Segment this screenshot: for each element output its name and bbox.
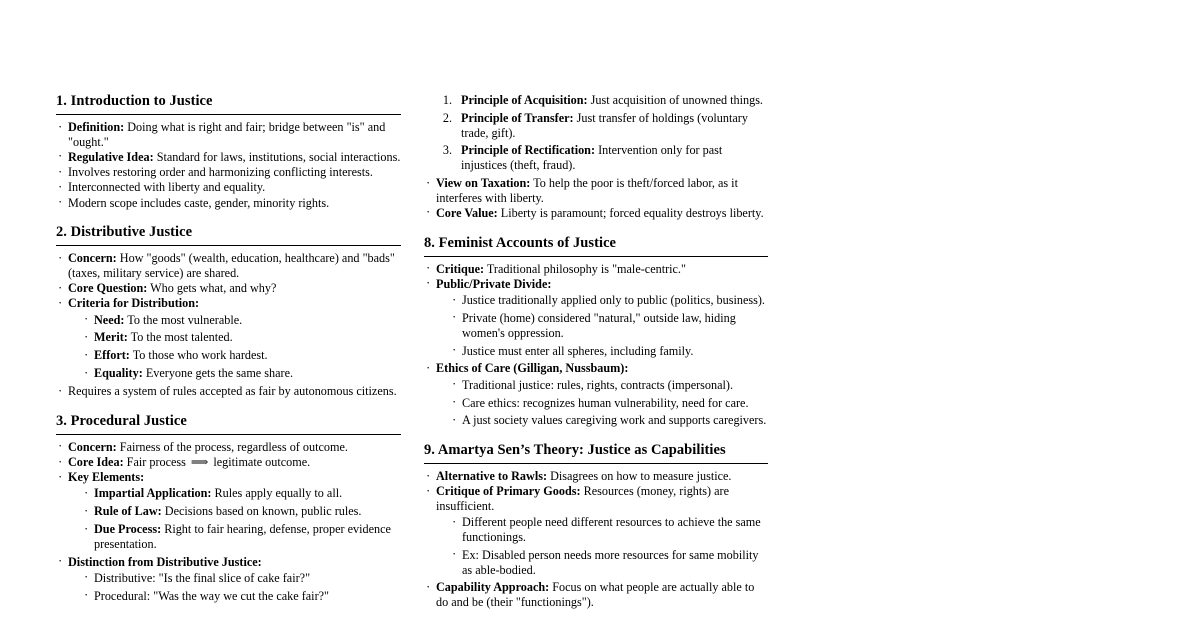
bullet-list — [424, 469, 768, 610]
item-label: Merit: — [94, 330, 128, 345]
item-text: Just transfer of holdings (voluntary trade, gift). — [461, 110, 748, 140]
item-label: Core Question: — [68, 281, 148, 296]
item-text: Traditional justice: rules, rights, contracts (impersonal). — [462, 377, 734, 392]
list-item — [424, 262, 768, 277]
item-text: Standard for laws, institutions, social interactions. — [156, 149, 401, 164]
list-item — [56, 165, 401, 180]
list-item — [56, 555, 401, 604]
item-text: Resources (money, rights) are insufficient. — [436, 484, 730, 514]
item-text: Interconnected with liberty and equality. — [68, 180, 266, 195]
numbered-list-item — [424, 93, 768, 108]
numbered-list — [424, 93, 768, 173]
sub-list — [436, 378, 768, 428]
item-text: Modern scope includes caste, gender, minority rights. — [68, 195, 330, 210]
section-title: 8. Feminist Accounts of Justice — [424, 234, 617, 251]
bullet-list — [56, 251, 401, 399]
item-label: Need: — [94, 312, 125, 327]
item-label: Core Idea: — [68, 455, 124, 469]
numbered-list-item — [424, 143, 768, 172]
item-text: Justice must enter all spheres, including family. — [462, 343, 694, 358]
item-label: Critique: — [436, 261, 485, 276]
sub-list-item — [450, 548, 768, 577]
right-column — [424, 93, 768, 610]
item-label: Impartial Application: — [94, 486, 212, 501]
list-item — [56, 180, 401, 195]
sub-list — [436, 515, 768, 577]
left-column — [56, 93, 401, 607]
numbered-list-item — [424, 111, 768, 140]
sub-list-item — [450, 396, 768, 411]
sub-list-item — [450, 311, 768, 340]
item-label: Public/Private Divide: — [436, 276, 552, 291]
list-number: 1. — [442, 93, 452, 107]
item-text: Everyone gets the same share. — [145, 366, 294, 381]
item-label: Effort: — [94, 348, 130, 363]
bullet-list — [56, 440, 401, 604]
list-item — [56, 296, 401, 381]
item-text: To the most vulnerable. — [127, 312, 243, 327]
item-label: Distinction from Distributive Justice: — [68, 554, 262, 569]
sub-list-item — [82, 313, 401, 328]
item-text: Disagrees on how to measure justice. — [550, 469, 732, 484]
item-label: Capability Approach: — [436, 580, 550, 595]
item-text: Involves restoring order and harmonizing conflicting interests. — [68, 165, 373, 180]
item-text: Focus on what people are actually able to do and be (their "functionings"). — [436, 580, 755, 610]
item-text: Distributive: "Is the final slice of cake fair?" — [94, 570, 311, 585]
section-divider — [56, 114, 401, 115]
item-text: Rules apply equally to all. — [214, 486, 343, 501]
section — [56, 93, 401, 210]
item-text: Just acquisition of unowned things. — [590, 93, 763, 107]
sub-list-item — [82, 571, 401, 586]
sub-list-item — [450, 413, 768, 428]
item-text: Fair process — [126, 455, 186, 469]
list-item — [56, 251, 401, 280]
section — [56, 413, 401, 604]
item-text: Different people need different resources to achieve the same functionings. — [462, 515, 761, 544]
list-item — [424, 580, 768, 609]
item-label: Principle of Rectification: — [461, 143, 596, 158]
item-label: Key Elements: — [68, 470, 145, 485]
sub-list — [68, 313, 401, 381]
item-label: View on Taxation: — [436, 176, 531, 191]
item-text: Care ethics: recognizes human vulnerability, need for care. — [462, 395, 749, 410]
list-item — [56, 196, 401, 211]
list-number: 3. — [442, 143, 452, 158]
item-label: Concern: — [68, 251, 117, 266]
list-item — [56, 455, 401, 470]
list-item — [56, 384, 401, 399]
sub-list-item — [82, 504, 401, 519]
section-title: 1. Introduction to Justice — [56, 93, 213, 109]
section — [424, 235, 768, 428]
section-divider — [424, 463, 768, 464]
bullet-list — [424, 262, 768, 428]
list-item — [56, 281, 401, 296]
item-text: Ex: Disabled person needs more resources for same mobility as able-bodied. — [462, 547, 759, 577]
item-text: A just society values caregiving work and supports caregivers. — [462, 413, 767, 428]
list-item — [424, 484, 768, 577]
section — [56, 224, 401, 399]
item-text: Requires a system of rules accepted as fair by autonomous citizens. — [68, 384, 397, 399]
sub-list-item — [450, 378, 768, 393]
item-text: How "goods" (wealth, education, healthcare) and "bads" (taxes, military service) are shared. — [68, 251, 395, 280]
item-label: Ethics of Care (Gilligan, Nussbaum): — [436, 361, 629, 376]
sub-list-item — [82, 330, 401, 345]
sub-list-item — [450, 293, 768, 308]
sub-list — [68, 571, 401, 604]
item-text: Right to fair hearing, defense, proper evidence presentation. — [94, 522, 391, 551]
list-item — [424, 277, 768, 358]
list-number: 2. — [442, 110, 452, 125]
list-item — [424, 361, 768, 428]
item-text: Private (home) considered "natural," outside law, hiding women's oppression. — [462, 310, 736, 340]
section — [424, 442, 768, 610]
item-label: Principle of Transfer: — [461, 110, 574, 125]
sub-list — [436, 293, 768, 358]
sub-list-item — [82, 522, 401, 551]
item-text: Traditional philosophy is "male-centric." — [486, 261, 686, 276]
sub-list-item — [82, 366, 401, 381]
item-label: Concern: — [68, 439, 117, 454]
sub-list — [68, 486, 401, 551]
bullet-list — [56, 120, 401, 210]
item-text-after: legitimate outcome. — [213, 455, 311, 469]
bullet-list — [424, 176, 768, 221]
sub-list-item — [82, 348, 401, 363]
item-text: To help the poor is theft/forced labor, as it interferes with liberty. — [436, 176, 738, 205]
list-item — [56, 150, 401, 165]
list-item — [56, 440, 401, 455]
item-text: Decisions based on known, public rules. — [164, 504, 362, 519]
item-text: Doing what is right and fair; bridge between "is" and "ought." — [68, 120, 386, 149]
item-text: Who gets what, and why? — [150, 281, 277, 296]
item-text: To the most talented. — [130, 330, 233, 345]
sub-list-item — [82, 486, 401, 501]
section-title: 3. Procedural Justice — [56, 412, 187, 429]
item-label: Definition: — [68, 120, 125, 134]
item-label: Criteria for Distribution: — [68, 296, 200, 311]
list-item — [56, 470, 401, 551]
implies-arrow-icon: ⟹ — [190, 455, 209, 469]
item-label: Rule of Law: — [94, 504, 162, 519]
item-label: Core Value: — [436, 205, 498, 220]
list-item — [56, 120, 401, 149]
sub-list-item — [82, 589, 401, 604]
section-divider — [424, 256, 768, 257]
item-label: Regulative Idea: — [68, 149, 154, 164]
item-text: To those who work hardest. — [132, 348, 268, 363]
item-label: Alternative to Rawls: — [436, 469, 548, 484]
item-label: Principle of Acquisition: — [461, 93, 588, 107]
sub-list-item — [450, 344, 768, 359]
sub-list-item — [450, 515, 768, 544]
list-item — [424, 206, 768, 221]
continued-list-section — [424, 93, 768, 221]
item-text: Procedural: "Was the way we cut the cake fair?" — [94, 588, 330, 603]
item-text: Liberty is paramount; forced equality destroys liberty. — [500, 205, 764, 220]
list-item — [424, 469, 768, 484]
item-text: Intervention only for past injustices (theft, fraud). — [461, 143, 723, 173]
item-text: Fairness of the process, regardless of outcome. — [119, 439, 348, 454]
item-label: Due Process: — [94, 522, 162, 537]
two-column-layout — [56, 93, 768, 610]
section-divider — [56, 434, 401, 435]
item-label: Equality: — [94, 366, 143, 381]
item-label: Critique of Primary Goods: — [436, 484, 581, 499]
list-item — [424, 176, 768, 205]
section-title: 9. Amartya Sen’s Theory: Justice as Capabilities — [424, 442, 726, 459]
section-title: 2. Distributive Justice — [56, 224, 193, 241]
item-text: Justice traditionally applied only to public (politics, business). — [462, 293, 765, 308]
section-divider — [56, 245, 401, 246]
